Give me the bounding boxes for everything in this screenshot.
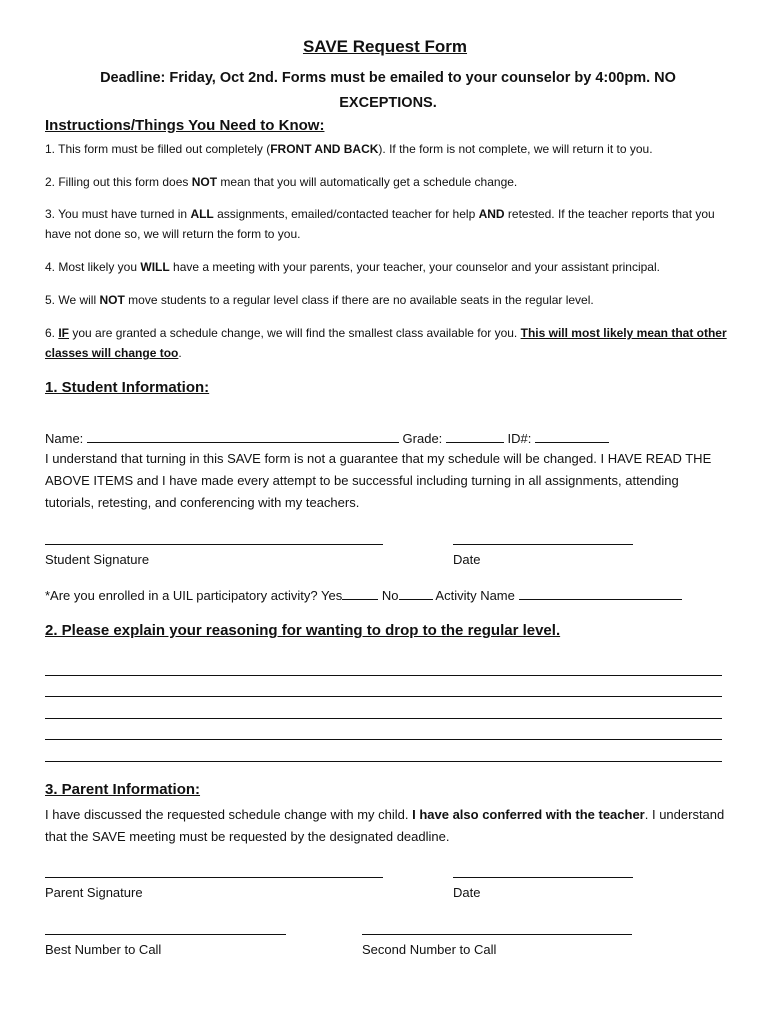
best-number-line[interactable] (45, 934, 286, 935)
student-statement: I understand that turning in this SAVE form is not a guarantee that my schedule will be changed. I HAVE READ THE ABOVE ITEMS and I have made every attempt to be successful including turning in all assignments, attending tutorials, retesting, and conferencing with my teachers. (45, 451, 712, 510)
reasoning-line[interactable] (45, 696, 722, 697)
student-id-row (45, 429, 609, 446)
reasoning-line[interactable] (45, 761, 722, 762)
name-field[interactable] (87, 429, 399, 443)
instruction-item-2: 2. Filling out this form does NOT mean that you will automatically get a schedule change. (45, 175, 518, 189)
parent-date-label: Date (453, 885, 481, 900)
student-date-label: Date (453, 552, 481, 567)
activity-name-field[interactable] (519, 586, 682, 600)
reasoning-line[interactable] (45, 739, 722, 740)
parent-date-line[interactable] (453, 877, 633, 878)
second-number-label: Second Number to Call (362, 942, 497, 957)
id-label: ID#: (507, 431, 532, 446)
instruction-item-1: 1. This form must be filled out completely (FRONT AND BACK). If the form is not complete, we will return it to you. (45, 142, 653, 156)
grade-field[interactable] (446, 429, 504, 443)
name-label: Name: (45, 431, 84, 446)
parent-statement: I have discussed the requested schedule change with my child. I have also conferred with the teacher. I understand that the SAVE meeting must be requested by the designated deadline. (45, 807, 725, 844)
student-date-line[interactable] (453, 544, 633, 545)
parent-info-heading: 3. Parent Information: (45, 781, 201, 798)
student-signature-line[interactable] (45, 544, 383, 545)
instruction-item-5: 5. We will NOT move students to a regular level class if there are no available seats in the regular level. (45, 293, 594, 307)
instruction-item-6: 6. IF you are granted a schedule change, we will find the smallest class available for you. This will most likely mean that other classes will change too. (45, 326, 727, 360)
deadline-notice: Deadline: Friday, Oct 2nd. Forms must be emailed to your counselor by 4:00pm. NO EXCEPTIONS. (100, 70, 676, 111)
second-number-line[interactable] (362, 934, 632, 935)
form-title: SAVE Request Form (302, 37, 468, 56)
grade-label: Grade: (402, 431, 443, 446)
instructions-heading: Instructions/Things You Need to Know: (45, 117, 325, 134)
reasoning-heading: 2. Please explain your reasoning for wanting to drop to the regular level. (45, 622, 561, 639)
id-field[interactable] (535, 429, 609, 443)
parent-signature-line[interactable] (45, 877, 383, 878)
parent-signature-label: Parent Signature (45, 885, 143, 900)
reasoning-line[interactable] (45, 675, 722, 676)
student-signature-label: Student Signature (45, 552, 150, 567)
uil-no-field[interactable] (399, 586, 433, 600)
uil-yes-field[interactable] (342, 586, 378, 600)
reasoning-line[interactable] (45, 718, 722, 719)
student-info-heading: 1. Student Information: (45, 379, 210, 396)
best-number-label: Best Number to Call (45, 942, 162, 957)
instruction-item-3: 3. You must have turned in ALL assignments, emailed/contacted teacher for help AND retested. If the teacher reports that you have not done so, we will return the form to you. (45, 207, 715, 241)
instruction-item-4: 4. Most likely you WILL have a meeting with your parents, your teacher, your counselor and your assistant principal. (45, 260, 660, 274)
uil-question-row: *Are you enrolled in a UIL participatory activity? Yes No Activity Name (45, 586, 682, 603)
